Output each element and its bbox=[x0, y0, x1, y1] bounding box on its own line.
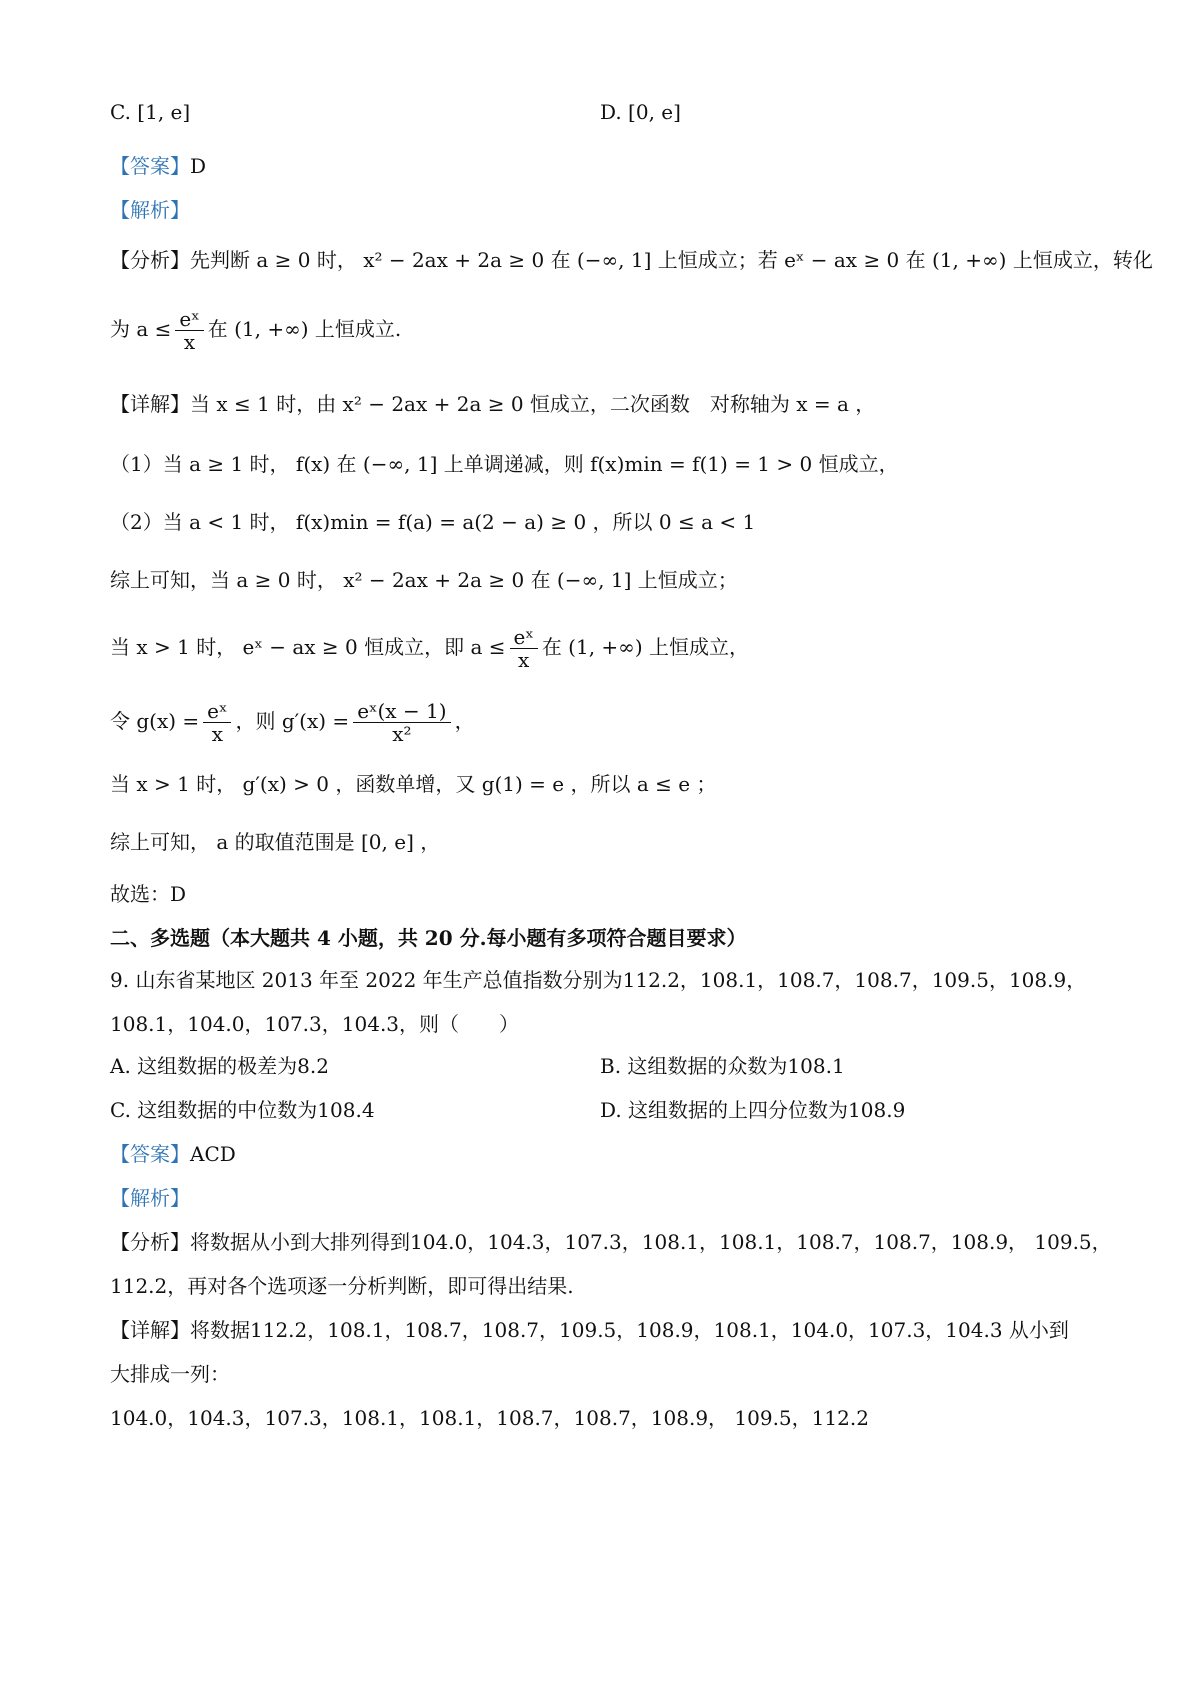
fraction bbox=[203, 700, 231, 745]
fenxi-tag: 【分析】 bbox=[110, 1230, 190, 1254]
q9-option-a: A. 这组数据的极差为8.2 bbox=[110, 1054, 329, 1078]
analysis-tag: 【解析】 bbox=[110, 198, 190, 222]
fraction-denominator: x bbox=[518, 648, 530, 672]
fraction-numerator: eˣ bbox=[510, 626, 538, 649]
fenxi-2-post: 在 (1, +∞) 上恒成立. bbox=[207, 317, 402, 341]
fraction-denominator: x² bbox=[392, 722, 412, 746]
q8-analysis-tag bbox=[110, 196, 190, 224]
q8-fenxi-line-2 bbox=[110, 308, 401, 353]
q8-detail-line-6 bbox=[110, 700, 475, 745]
q9-detail-line-1 bbox=[110, 1316, 1069, 1344]
q9-option-b: B. 这组数据的众数为108.1 bbox=[600, 1054, 845, 1078]
fraction-numerator: eˣ(x − 1) bbox=[353, 700, 450, 723]
detail-text: 当 x ≤ 1 时，由 x² − 2ax + 2a ≥ 0 恒成立，二次函数 对称轴为 x = a ， bbox=[190, 392, 876, 416]
q8-fenxi-line-1 bbox=[110, 246, 1153, 274]
fraction-denominator: x bbox=[211, 722, 223, 746]
section-heading: 二、多选题（本大题共 4 小题，共 20 分.每小题有多项符合题目要求） bbox=[110, 926, 747, 950]
q9-fenxi-line-2: 112.2，再对各个选项逐一分析判断，即可得出结果. bbox=[110, 1274, 574, 1298]
q9-stem-1: 9. 山东省某地区 2013 年至 2022 年生产总值指数分别为112.2，108.1，108.7，108.7，109.5，108.9， bbox=[110, 968, 1087, 992]
fenxi-text: 先判断 a ≥ 0 时， x² − 2ax + 2a ≥ 0 在 (−∞, 1] 上恒成立；若 eˣ − ax ≥ 0 在 (1, +∞) 上恒成立，转化 bbox=[190, 248, 1153, 272]
detail-6-pre: 令 g(x) = bbox=[110, 709, 200, 733]
detail-tag: 【详解】 bbox=[110, 1318, 190, 1342]
detail-6-mid: ，则 g′(x) = bbox=[235, 709, 350, 733]
fraction-numerator: eˣ bbox=[203, 700, 231, 723]
answer-value: ACD bbox=[190, 1142, 236, 1166]
q9-answer bbox=[110, 1140, 236, 1168]
q9-detail-line-3: 104.0，104.3，107.3，108.1，108.1，108.7，108.7，108.9， 109.5，112.2 bbox=[110, 1406, 869, 1430]
detail-tag: 【详解】 bbox=[110, 392, 190, 416]
q8-detail-line-1 bbox=[110, 390, 875, 418]
detail-5-post: 在 (1, +∞) 上恒成立， bbox=[541, 635, 749, 659]
q9-fenxi-line-1 bbox=[110, 1228, 1112, 1256]
q8-detail-line-2: （1）当 a ≥ 1 时， f(x) 在 (−∞, 1] 上单调递减，则 f(x)min = f(1) = 1 > 0 恒成立， bbox=[110, 452, 899, 476]
option-c-prev: C. [1, e] bbox=[110, 100, 191, 124]
q8-detail-line-7: 当 x > 1 时， g′(x) > 0 ，函数单增，又 g(1) = e ，所以 a ≤ e ； bbox=[110, 772, 717, 796]
analysis-tag: 【解析】 bbox=[110, 1186, 190, 1210]
q8-detail-line-9: 故选：D bbox=[110, 882, 187, 906]
detail-text: 将数据112.2，108.1，108.7，108.7，109.5，108.9，108.1，104.0，107.3，104.3 从小到 bbox=[190, 1318, 1069, 1342]
answer-value: D bbox=[190, 154, 207, 178]
option-d-prev: D. [0, e] bbox=[600, 100, 681, 124]
fenxi-text: 将数据从小到大排列得到104.0，104.3，107.3，108.1，108.1，108.7，108.7，108.9， 109.5， bbox=[190, 1230, 1112, 1254]
answer-tag: 【答案】 bbox=[110, 1142, 190, 1166]
detail-5-pre: 当 x > 1 时， eˣ − ax ≥ 0 恒成立，即 a ≤ bbox=[110, 635, 506, 659]
q9-option-d: D. 这组数据的上四分位数为108.9 bbox=[600, 1098, 906, 1122]
q9-detail-line-2: 大排成一列： bbox=[110, 1362, 230, 1386]
q8-detail-line-8: 综上可知， a 的取值范围是 [0, e] ， bbox=[110, 830, 441, 854]
fraction bbox=[510, 626, 538, 671]
fraction-numerator: eˣ bbox=[175, 308, 203, 331]
q9-stem-2: 108.1，104.0，107.3，104.3，则（ ） bbox=[110, 1012, 520, 1036]
answer-tag: 【答案】 bbox=[110, 154, 190, 178]
q9-option-c: C. 这组数据的中位数为108.4 bbox=[110, 1098, 375, 1122]
q8-detail-line-5 bbox=[110, 626, 749, 671]
fraction-denominator: x bbox=[183, 330, 196, 354]
fenxi-2-pre: 为 a ≤ bbox=[110, 317, 172, 341]
fraction bbox=[353, 700, 450, 745]
q9-analysis-tag bbox=[110, 1184, 190, 1212]
detail-6-post: ， bbox=[454, 709, 475, 733]
fenxi-tag: 【分析】 bbox=[110, 248, 190, 272]
q8-detail-line-3: （2）当 a < 1 时， f(x)min = f(a) = a(2 − a) ≥ 0 ，所以 0 ≤ a < 1 bbox=[110, 510, 756, 534]
fraction bbox=[175, 308, 203, 353]
q8-answer bbox=[110, 152, 206, 180]
q8-detail-line-4: 综上可知，当 a ≥ 0 时， x² − 2ax + 2a ≥ 0 在 (−∞, 1] 上恒成立； bbox=[110, 568, 738, 592]
